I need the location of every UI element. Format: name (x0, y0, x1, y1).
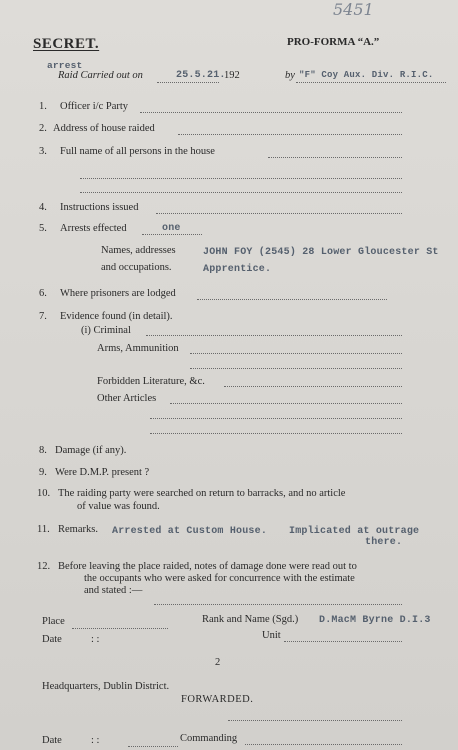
other-articles-line-3 (150, 433, 402, 434)
place-line (72, 628, 168, 629)
raiding-unit-line (296, 82, 446, 83)
remarks-arrested: Arrested at Custom House. (112, 526, 268, 537)
damage-notes-label: Before leaving the place raided, notes of damage done were read out to (58, 561, 357, 572)
item-number: 1. (39, 101, 47, 112)
page-number: 2 (215, 657, 221, 668)
document-title: SECRET. (33, 36, 100, 52)
prisoners-lodged-line (197, 299, 387, 300)
date-label-2: Date (42, 735, 62, 746)
item-number: 9. (39, 467, 47, 478)
arms-ammunition-line (190, 353, 402, 354)
other-articles-label: Other Articles (97, 393, 157, 404)
year-label: 192 (224, 70, 240, 81)
remarks-implicated: Implicated at outrage (289, 526, 420, 537)
arrests-effected-label: Arrests effected (60, 223, 127, 234)
persons-in-house-line-1 (268, 157, 402, 158)
item-number: 3. (39, 146, 47, 157)
forbidden-literature-label: Forbidden Literature, &c. (97, 376, 205, 387)
raid-date-value: 25.5.21. (176, 70, 226, 81)
damage-notes-line (154, 604, 402, 605)
arms-ammunition-line-2 (190, 368, 402, 369)
dmp-present-label: Were D.M.P. present ? (55, 467, 150, 478)
by-label: by (285, 70, 295, 81)
forbidden-literature-line (224, 386, 402, 387)
persons-in-house-line-2 (80, 178, 402, 179)
item-number: 12. (37, 561, 51, 572)
typed-arrest-correction: arrest (47, 60, 83, 71)
other-articles-line-2 (150, 418, 402, 419)
item-number: 6. (39, 288, 47, 299)
instructions-issued-label: Instructions issued (60, 202, 139, 213)
prisoners-lodged-label: Where prisoners are lodged (60, 288, 176, 299)
criminal-line (146, 335, 402, 336)
raiding-unit-value: "F" Coy Aux. Div. R.I.C. (299, 70, 434, 80)
remarks-there: there. (365, 537, 403, 548)
raid-carried-out-label: Raid Carried out on (58, 70, 143, 81)
commanding-label: Commanding (180, 733, 238, 744)
arrested-name-address: JOHN FOY (2545) 28 Lower Gloucester St (203, 247, 439, 258)
date-colons-2: : : (91, 735, 100, 746)
item-number: 11. (37, 524, 50, 535)
date-label: Date (42, 634, 62, 645)
commanding-lead-line (128, 746, 178, 747)
arrests-effected-value: one (162, 223, 181, 234)
damage-notes-label-3: and stated :— (84, 585, 143, 596)
arms-ammunition-label: Arms, Ammunition (97, 343, 179, 354)
persons-in-house-line-3 (80, 192, 402, 193)
proforma-label: PRO-FORMA “A.” (287, 36, 380, 48)
remarks-label: Remarks. (58, 524, 98, 535)
rank-and-name-label: Rank and Name (Sgd.) (202, 614, 299, 625)
names-addresses-label: Names, addresses (101, 245, 176, 256)
damage-label: Damage (if any). (55, 445, 127, 456)
persons-in-house-label: Full name of all persons in the house (60, 146, 215, 157)
damage-notes-label-2: the occupants who were asked for concurrence with the estimate (84, 573, 355, 584)
item-number: 8. (39, 445, 47, 456)
evidence-found-label: Evidence found (in detail). (60, 311, 173, 322)
handwritten-reference-number: 5451 (333, 0, 374, 19)
criminal-label: (i) Criminal (81, 325, 131, 336)
unit-line (284, 641, 402, 642)
commanding-line (245, 744, 402, 745)
searched-on-return-label: The raiding party were searched on return to barracks, and no article (58, 488, 346, 499)
forwarded-label: FORWARDED. (181, 694, 254, 705)
unit-label: Unit (262, 630, 281, 641)
arrested-occupation: Apprentice. (203, 264, 272, 275)
address-raided-line (178, 134, 402, 135)
raid-date-line (157, 82, 219, 83)
other-articles-line (170, 403, 402, 404)
item-number: 4. (39, 202, 47, 213)
item-number: 7. (39, 311, 47, 322)
item-number: 10. (37, 488, 51, 499)
searched-on-return-label-2: of value was found. (77, 501, 160, 512)
occupations-label: and occupations. (101, 262, 172, 273)
forwarded-signature-line (228, 720, 402, 721)
place-label: Place (42, 616, 65, 627)
instructions-issued-line (156, 213, 402, 214)
item-number: 2. (39, 123, 47, 134)
address-raided-label: Address of house raided (53, 123, 155, 134)
officer-in-charge-line (140, 112, 402, 113)
officer-in-charge-label: Officer i/c Party (60, 101, 129, 112)
arrests-effected-line (142, 234, 202, 235)
rank-and-name-value: D.MacM Byrne D.I.3 (319, 615, 431, 626)
item-number: 5. (39, 223, 47, 234)
headquarters-label: Headquarters, Dublin District. (42, 681, 170, 692)
date-colons: : : (91, 634, 100, 645)
